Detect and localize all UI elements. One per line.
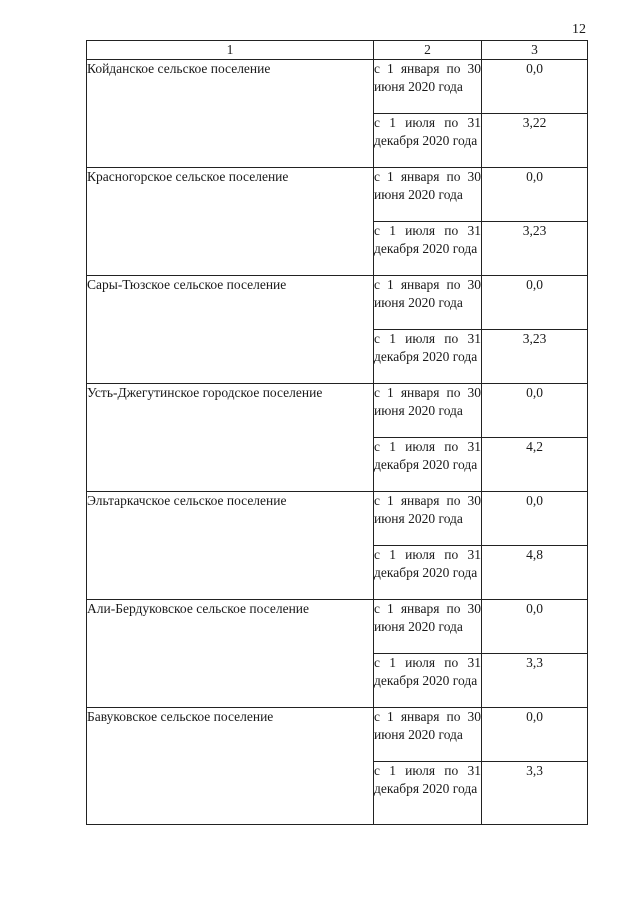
period-cell: с 1 июля по 31 декабря 2020 года xyxy=(374,762,482,825)
table-row xyxy=(87,600,588,654)
table-row xyxy=(87,708,588,762)
value-cell: 3,3 xyxy=(482,654,588,708)
value-cell: 4,8 xyxy=(482,546,588,600)
table-row xyxy=(87,492,588,546)
table-row xyxy=(87,384,588,438)
value-cell: 3,23 xyxy=(482,330,588,384)
period-cell: с 1 июля по 31 декабря 2020 года xyxy=(374,438,482,492)
settlement-name: Красногорское сельское поселение xyxy=(87,168,374,276)
settlement-name: Сары-Тюзское сельское поселение xyxy=(87,276,374,384)
value-cell: 0,0 xyxy=(482,384,588,438)
table-row xyxy=(87,276,588,330)
value-cell: 0,0 xyxy=(482,168,588,222)
period-cell: с 1 января по 30 июня 2020 года xyxy=(374,708,482,762)
tariff-table xyxy=(86,40,588,825)
value-cell: 0,0 xyxy=(482,708,588,762)
value-cell: 3,3 xyxy=(482,762,588,825)
period-cell: с 1 января по 30 июня 2020 года xyxy=(374,384,482,438)
value-cell: 0,0 xyxy=(482,60,588,114)
period-cell: с 1 января по 30 июня 2020 года xyxy=(374,168,482,222)
value-cell: 0,0 xyxy=(482,276,588,330)
period-cell: с 1 января по 30 июня 2020 года xyxy=(374,492,482,546)
settlement-name: Койданское сельское поселение xyxy=(87,60,374,168)
value-cell: 4,2 xyxy=(482,438,588,492)
period-cell: с 1 июля по 31 декабря 2020 года xyxy=(374,546,482,600)
column-header-3: 3 xyxy=(482,41,588,60)
column-header-2: 2 xyxy=(374,41,482,60)
page-number: 12 xyxy=(572,22,586,37)
period-cell: с 1 июля по 31 декабря 2020 года xyxy=(374,330,482,384)
value-cell: 0,0 xyxy=(482,600,588,654)
column-header-1: 1 xyxy=(87,41,374,60)
period-cell: с 1 января по 30 июня 2020 года xyxy=(374,276,482,330)
settlement-name: Эльтаркачское сельское поселение xyxy=(87,492,374,600)
period-cell: с 1 июля по 31 декабря 2020 года xyxy=(374,114,482,168)
settlement-name: Бавуковское сельское поселение xyxy=(87,708,374,825)
table-row xyxy=(87,60,588,114)
period-cell: с 1 июля по 31 декабря 2020 года xyxy=(374,654,482,708)
value-cell: 3,23 xyxy=(482,222,588,276)
value-cell: 0,0 xyxy=(482,492,588,546)
period-cell: с 1 июля по 31 декабря 2020 года xyxy=(374,222,482,276)
value-cell: 3,22 xyxy=(482,114,588,168)
period-cell: с 1 января по 30 июня 2020 года xyxy=(374,60,482,114)
table-row xyxy=(87,168,588,222)
period-cell: с 1 января по 30 июня 2020 года xyxy=(374,600,482,654)
table-header-row xyxy=(87,41,588,60)
settlement-name: Усть-Джегутинское городское поселение xyxy=(87,384,374,492)
settlement-name: Али-Бердуковское сельское поселение xyxy=(87,600,374,708)
